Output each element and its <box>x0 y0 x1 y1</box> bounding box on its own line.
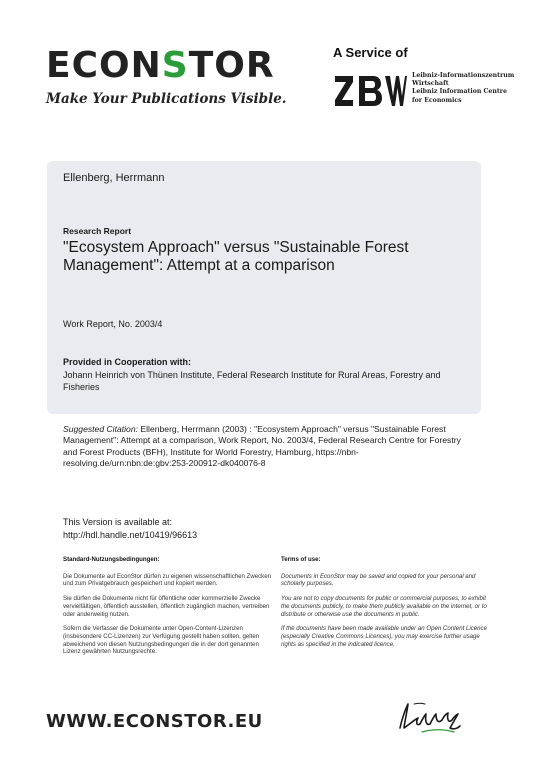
logo-tor: TOR <box>188 45 275 86</box>
zbw-logo-icon <box>333 72 407 110</box>
service-label: A Service of <box>333 45 408 60</box>
author: Ellenberg, Herrmann <box>63 172 165 184</box>
zbw-line: Leibniz-Informationszentrum <box>412 72 515 79</box>
logo-econ: ECON <box>46 45 162 86</box>
footer-url[interactable]: WWW.ECONSTOR.EU <box>46 711 263 732</box>
terms-english-heading: Terms of use: <box>281 556 321 563</box>
terms-german <box>63 556 271 663</box>
handle-link[interactable]: http://hdl.handle.net/10419/96613 <box>63 530 198 540</box>
cooperation-label: Provided in Cooperation with: <box>63 357 191 367</box>
tagline: Make Your Publications Visible. <box>46 91 287 107</box>
suggested-citation <box>63 424 463 470</box>
cooperation-institution: Johann Heinrich von Thünen Institute, Federal Research Institute for Rural Areas, Forestry and Fisheries <box>63 370 441 392</box>
terms-german-heading: Standard-Nutzungsbedingungen: <box>63 556 160 563</box>
document-title: "Ecosystem Approach" versus "Sustainable Forest Management": Attempt at a comparison <box>63 239 409 274</box>
zbw-line: Wirtschaft <box>412 80 449 88</box>
zbw-institution <box>412 72 522 105</box>
citation-label: Suggested Citation: <box>63 424 139 434</box>
series: Work Report, No. 2003/4 <box>63 319 163 329</box>
leibniz-signature-icon <box>392 698 464 738</box>
terms-paragraph: Sofern die Verfasser die Dokumente unter Open-Content-Lizenzen (insbesondere CC-Lizenzen) zur Verfügung gestellt haben sollten, gelten abweichend von diesen Nutzungsbedingungen die in der dort genannten Lizenz gewährten Nutzungsrechte. <box>63 625 260 656</box>
terms-paragraph: You are not to copy documents for public or commercial purposes, to exhibit the documents publicly, to make them publicly available on the internet, or to distribute or otherwise use the documents in public. <box>281 595 487 618</box>
version-label: This Version is available at: <box>63 517 173 527</box>
zbw-line: for Economics <box>412 96 462 104</box>
zbw-line: Leibniz Information Centre <box>412 88 507 96</box>
terms-paragraph: Documents in EconStor may be saved and copied for your personal and scholarly purposes. <box>281 572 476 588</box>
terms-paragraph: Sie dürfen die Dokumente nicht für öffentliche oder kommerzielle Zwecke vervielfältigen, öffentlich ausstellen, öffentlich zugänglich machen, vertreiben oder anderweitig nutzen. <box>63 595 270 618</box>
terms-paragraph: If the documents have been made available under an Open Content Licence (especially Creative Commons Licences), you may exercise further usage rights as specified in the indicated licence. <box>281 625 487 648</box>
publication-type: Research Report <box>63 226 132 236</box>
terms-english <box>281 556 489 655</box>
logo-s: S <box>161 45 189 86</box>
citation-text[interactable]: Ellenberg, Herrmann (2003) : "Ecosystem Approach" versus "Sustainable Forest Management": Attempt at a comparison, Work Report, No. 2003/4, Federal Research Centre for Forestry and Forest Products (BFH), Institute for World Forestry, Hamburg, https://nbn-resolving.de/urn:nbn:de:gbv:253-200912-dk040076-8 <box>63 424 461 469</box>
terms-paragraph: Die Dokumente auf EconStor dürfen zu eigenen wissenschaftlichen Zwecken und zum Privatgebrauch gespeichert und kopiert werden. <box>63 572 271 588</box>
econstor-logo <box>46 45 275 86</box>
